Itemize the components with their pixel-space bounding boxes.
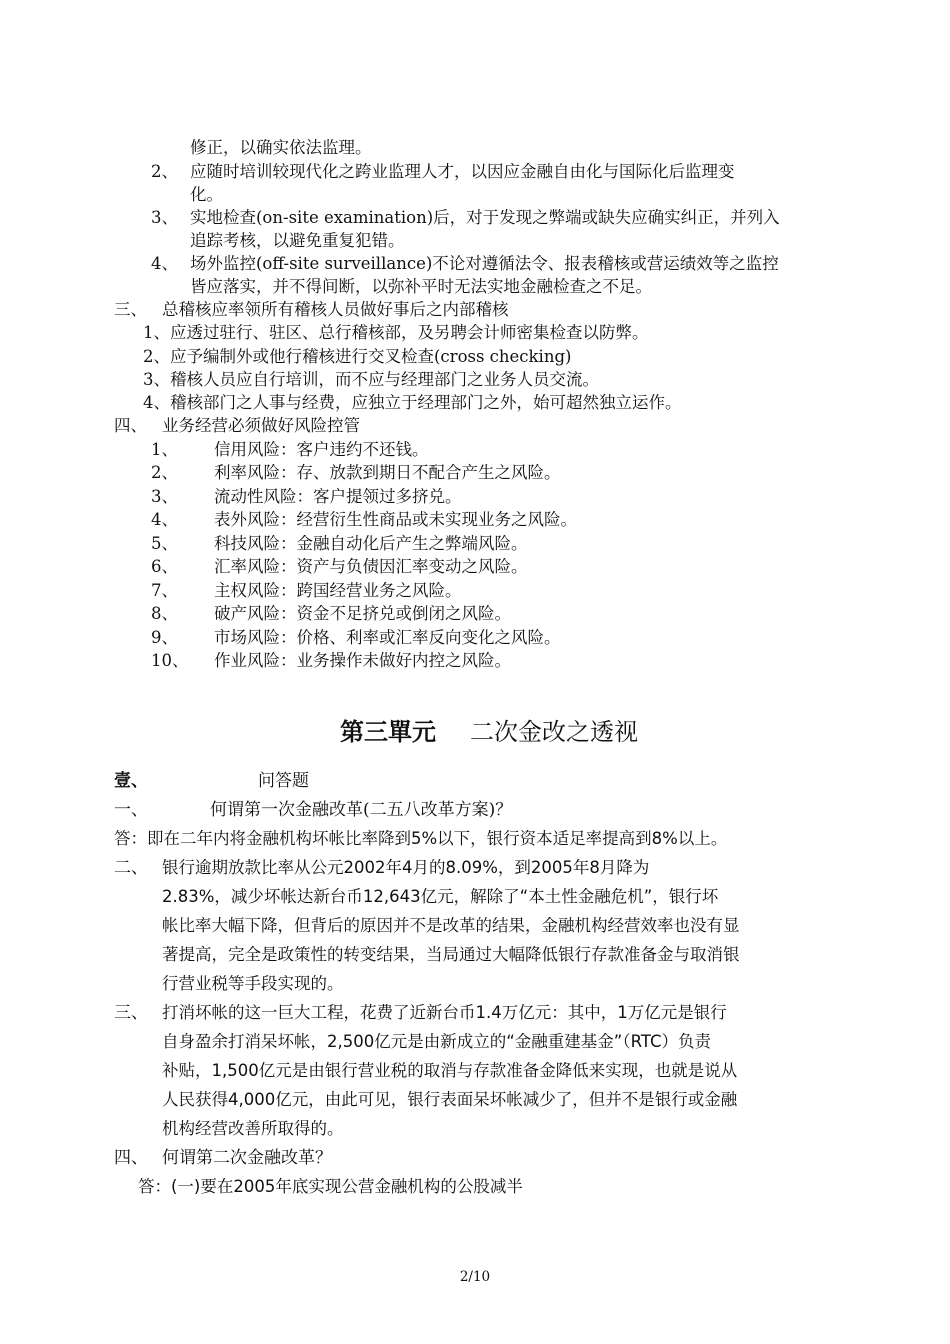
paragraph-line: 银行逾期放款比率从公元2002年4月的8.09%，到2005年8月降为 (162, 858, 650, 877)
risk-text: 利率风险：存、放款到期日不配合产生之风险。 (214, 463, 561, 482)
paragraph-line: 著提高，完全是政策性的转变结果，当局通过大幅降低银行存款准备金与取消银 (162, 945, 740, 964)
risk-number: 10、 (151, 651, 189, 670)
paragraph-line: 自身盈余打消呆坏帐，2,500亿元是由新成立的“金融重建基金”（RTC）负责 (162, 1032, 711, 1051)
list-item-text: 实地检查(on-site examination)后，对于发现之弊端或缺失应确实纠正，并列入 (190, 208, 780, 227)
unit-title (340, 717, 638, 747)
list-item-continuation: 修正，以确实依法监理。 (190, 138, 372, 157)
section-number: 四、 (114, 416, 147, 435)
answer-text: 答：(一)要在2005年底实现公营金融机构的公股减半 (138, 1177, 523, 1196)
section-number: 三、 (114, 300, 147, 319)
risk-text: 信用风险：客户违约不还钱。 (214, 440, 429, 459)
section-heading: 业务经营必须做好风险控管 (162, 416, 360, 435)
paragraph-line: 2.83%，减少坏帐达新台币12,643亿元，解除了“本土性金融危机”，银行坏 (162, 887, 719, 906)
risk-text: 汇率风险：资产与负债因汇率变动之风险。 (214, 557, 528, 576)
risk-text: 科技风险：金融自动化后产生之弊端风险。 (214, 534, 528, 553)
risk-text: 流动性风险：客户提领过多挤兑。 (214, 487, 462, 506)
list-item-text: 场外监控(off-site surveillance)不论对遵循法令、报表稽核或营运绩效等之监控 (190, 254, 779, 273)
risk-number: 8、 (151, 604, 178, 623)
paragraph-line: 机构经营改善所取得的。 (162, 1119, 344, 1138)
risk-text: 破产风险：资金不足挤兑或倒闭之风险。 (214, 604, 511, 623)
unit-title-text: 二次金改之透视 (470, 718, 638, 746)
list-number: 4、 (151, 254, 178, 273)
list-item: 4、稽核部门之人事与经费，应独立于经理部门之外，始可超然独立运作。 (143, 393, 682, 412)
section-heading: 总稽核应率领所有稽核人员做好事后之内部稽核 (162, 300, 509, 319)
risk-number: 4、 (151, 510, 178, 529)
list-number: 2、 (151, 162, 178, 181)
part-number: 壹、 (114, 771, 148, 791)
question-number: 三、 (114, 1003, 148, 1023)
unit-title-number: 第三單元 (340, 717, 436, 746)
answer-text: 答：即在二年内将金融机构坏帐比率降到5%以下，银行资本适足率提高到8%以上。 (114, 829, 728, 848)
paragraph-line: 人民获得4,000亿元，由此可见，银行表面呆坏帐减少了，但并不是银行或金融 (162, 1090, 738, 1109)
list-item: 2、应予编制外或他行稽核进行交叉检查(cross checking) (143, 347, 572, 366)
paragraph-line: 打消坏帐的这一巨大工程，花费了近新台币1.4万亿元：其中，1万亿元是银行 (162, 1003, 727, 1022)
risk-text: 主权风险：跨国经营业务之风险。 (214, 581, 462, 600)
risk-number: 2、 (151, 463, 178, 482)
paragraph-line: 行营业税等手段实现的。 (162, 974, 344, 993)
question-text: 何谓第二次金融改革？ (162, 1148, 332, 1168)
risk-text: 作业风险：业务操作未做好内控之风险。 (214, 651, 511, 670)
risk-text: 市场风险：价格、利率或汇率反向变化之风险。 (214, 628, 561, 647)
list-item: 1、应透过驻行、驻区、总行稽核部，及另聘会计师密集检查以防弊。 (143, 323, 649, 342)
risk-text: 表外风险：经营衍生性商品或未实现业务之风险。 (214, 510, 577, 529)
question-number: 一、 (114, 800, 148, 820)
list-item-text: 皆应落实，并不得间断，以弥补平时无法实地金融检查之不足。 (190, 277, 652, 296)
list-item-text: 化。 (190, 185, 223, 204)
paragraph-line: 帐比率大幅下降，但背后的原因并不是改革的结果，金融机构经营效率也没有显 (162, 916, 740, 935)
risk-number: 7、 (151, 581, 178, 600)
question-number: 二、 (114, 858, 148, 878)
question-number: 四、 (114, 1148, 148, 1168)
list-item-text: 应随时培训较现代化之跨业监理人才，以因应金融自由化与国际化后监理变 (190, 162, 735, 181)
risk-number: 1、 (151, 440, 178, 459)
risk-number: 6、 (151, 557, 178, 576)
paragraph-line: 补贴，1,500亿元是由银行营业税的取消与存款准备金降低来实现，也就是说从 (162, 1061, 738, 1080)
page-number: 2/10 (459, 1269, 491, 1285)
list-item-text: 追踪考核，以避免重复犯错。 (190, 231, 405, 250)
part-label: 问答题 (258, 771, 309, 791)
question-text: 何谓第一次金融改革(二五八改革方案)？ (210, 800, 513, 820)
list-number: 3、 (151, 208, 178, 227)
risk-number: 3、 (151, 487, 178, 506)
risk-number: 9、 (151, 628, 178, 647)
risk-number: 5、 (151, 534, 178, 553)
list-item: 3、稽核人员应自行培训，而不应与经理部门之业务人员交流。 (143, 370, 599, 389)
